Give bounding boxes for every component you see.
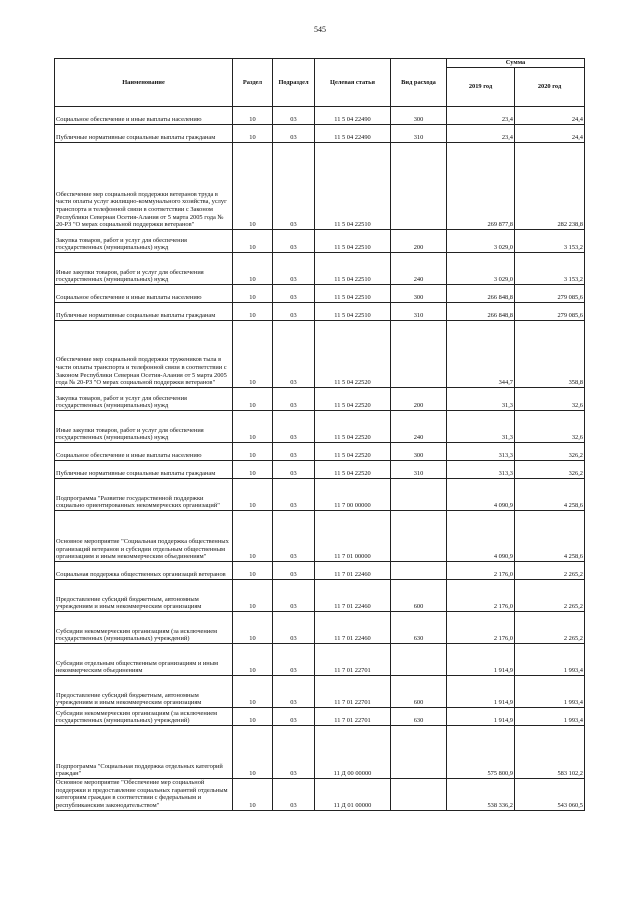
table-body (55, 107, 585, 811)
row-name: Субсидии некоммерческим организациям (за исключением государственных (муниципальных) учреждений) (55, 708, 233, 726)
row-target-item: 11 5 04 22520 (315, 321, 391, 388)
row-subsection: 03 (273, 388, 315, 411)
row-amount-2020: 583 102,2 (515, 726, 585, 779)
row-name: Публичные нормативные социальные выплаты гражданам (55, 461, 233, 479)
row-target-item: 11 7 01 22701 (315, 708, 391, 726)
row-section: 10 (233, 676, 273, 708)
row-amount-2020: 4 258,6 (515, 511, 585, 562)
row-subsection: 03 (273, 443, 315, 461)
row-name: Субсидии отдельным общественным организациям и иным некоммерческим объединениям (55, 644, 233, 676)
row-amount-2020: 1 993,4 (515, 708, 585, 726)
row-amount-2020: 3 153,2 (515, 253, 585, 285)
row-amount-2020: 3 153,2 (515, 230, 585, 253)
row-amount-2019: 1 914,9 (447, 644, 515, 676)
budget-table (54, 58, 585, 811)
row-name: Подпрограмма "Развитие государственной поддержки социально ориентированных некоммерческих организаций" (55, 479, 233, 511)
header-expense-type: Вид расхода (391, 59, 447, 107)
row-amount-2019: 266 848,8 (447, 303, 515, 321)
row-target-item: 11 5 04 22510 (315, 230, 391, 253)
row-amount-2019: 269 877,8 (447, 143, 515, 230)
row-section: 10 (233, 230, 273, 253)
row-subsection: 03 (273, 612, 315, 644)
row-section: 10 (233, 253, 273, 285)
table-row (55, 388, 585, 411)
row-amount-2020: 2 265,2 (515, 580, 585, 612)
row-expense-type: 630 (391, 612, 447, 644)
row-subsection: 03 (273, 411, 315, 443)
row-section: 10 (233, 461, 273, 479)
row-subsection: 03 (273, 644, 315, 676)
row-section: 10 (233, 321, 273, 388)
row-name: Закупка товаров, работ и услуг для обеспечения государственных (муниципальных) нужд (55, 388, 233, 411)
row-subsection: 03 (273, 726, 315, 779)
row-amount-2019: 313,3 (447, 461, 515, 479)
row-section: 10 (233, 479, 273, 511)
row-target-item: 11 5 04 22510 (315, 285, 391, 303)
row-amount-2019: 4 090,9 (447, 479, 515, 511)
row-subsection: 03 (273, 107, 315, 125)
table-row (55, 321, 585, 388)
row-target-item: 11 5 04 22520 (315, 461, 391, 479)
row-target-item: 11 5 04 22520 (315, 388, 391, 411)
header-subsection: Подраздел (273, 59, 315, 107)
row-amount-2019: 23,4 (447, 125, 515, 143)
row-expense-type: 240 (391, 253, 447, 285)
row-name: Социальное обеспечение и иные выплаты населению (55, 285, 233, 303)
row-amount-2019: 344,7 (447, 321, 515, 388)
row-expense-type: 630 (391, 708, 447, 726)
row-name: Основное мероприятие "Социальная поддержка общественных организаций ветеранов и субсидии отдельным общественным организациям и иным некоммерческим объединениям" (55, 511, 233, 562)
row-target-item: 11 Д 01 00000 (315, 779, 391, 811)
table-row (55, 230, 585, 253)
row-amount-2020: 326,2 (515, 443, 585, 461)
row-section: 10 (233, 303, 273, 321)
row-section: 10 (233, 726, 273, 779)
table-row (55, 644, 585, 676)
row-amount-2020: 279 085,6 (515, 303, 585, 321)
row-amount-2020: 32,6 (515, 411, 585, 443)
row-amount-2020: 2 265,2 (515, 562, 585, 580)
row-name: Социальное обеспечение и иные выплаты населению (55, 443, 233, 461)
row-name: Предоставление субсидий бюджетным, автономным учреждениям и иным некоммерческим организациям (55, 676, 233, 708)
row-target-item: 11 5 04 22510 (315, 303, 391, 321)
row-expense-type (391, 779, 447, 811)
row-section: 10 (233, 779, 273, 811)
row-subsection: 03 (273, 461, 315, 479)
row-subsection: 03 (273, 562, 315, 580)
row-expense-type (391, 644, 447, 676)
table-row (55, 726, 585, 779)
row-expense-type (391, 726, 447, 779)
row-amount-2020: 543 060,5 (515, 779, 585, 811)
row-amount-2019: 23,4 (447, 107, 515, 125)
row-subsection: 03 (273, 779, 315, 811)
row-section: 10 (233, 443, 273, 461)
row-amount-2020: 4 258,6 (515, 479, 585, 511)
row-subsection: 03 (273, 303, 315, 321)
row-expense-type: 300 (391, 285, 447, 303)
row-amount-2019: 3 029,0 (447, 253, 515, 285)
row-expense-type: 200 (391, 230, 447, 253)
table-row (55, 562, 585, 580)
row-name: Субсидии некоммерческим организациям (за исключением государственных (муниципальных) учреждений) (55, 612, 233, 644)
row-section: 10 (233, 143, 273, 230)
header-section: Раздел (233, 59, 273, 107)
table-row (55, 253, 585, 285)
row-section: 10 (233, 125, 273, 143)
table-row (55, 411, 585, 443)
page-number: 545 (314, 25, 326, 34)
row-target-item: 11 7 01 22701 (315, 644, 391, 676)
table-row (55, 676, 585, 708)
row-section: 10 (233, 107, 273, 125)
row-target-item: 11 5 04 22510 (315, 143, 391, 230)
row-name: Обеспечение мер социальной поддержки тружеников тыла в части оплаты транспорта и телефонной связи в соответствии с Законом Республики Северная Осетия-Алания от 5 марта 2005 года № 20-РЗ "О мерах социальной поддержки ветеранов" (55, 321, 233, 388)
row-amount-2020: 1 993,4 (515, 676, 585, 708)
row-section: 10 (233, 708, 273, 726)
row-expense-type: 200 (391, 388, 447, 411)
row-amount-2019: 2 176,0 (447, 580, 515, 612)
row-subsection: 03 (273, 285, 315, 303)
row-name: Предоставление субсидий бюджетным, автономным учреждениям и иным некоммерческим организациям (55, 580, 233, 612)
row-name: Закупка товаров, работ и услуг для обеспечения государственных (муниципальных) нужд (55, 230, 233, 253)
row-expense-type: 600 (391, 580, 447, 612)
table-row (55, 143, 585, 230)
header-year-2019: 2019 год (447, 68, 515, 107)
row-amount-2019: 2 176,0 (447, 612, 515, 644)
row-name: Иные закупки товаров, работ и услуг для обеспечения государственных (муниципальных) нужд (55, 253, 233, 285)
row-expense-type: 310 (391, 303, 447, 321)
row-name: Подпрограмма "Социальная поддержка отдельных категорий граждан" (55, 726, 233, 779)
row-target-item: 11 7 01 22701 (315, 676, 391, 708)
row-name: Иные закупки товаров, работ и услуг для обеспечения государственных (муниципальных) нужд (55, 411, 233, 443)
row-amount-2019: 1 914,9 (447, 708, 515, 726)
row-target-item: 11 5 04 22490 (315, 125, 391, 143)
row-amount-2020: 24,4 (515, 107, 585, 125)
table-row (55, 779, 585, 811)
row-subsection: 03 (273, 580, 315, 612)
row-subsection: 03 (273, 230, 315, 253)
row-expense-type (391, 321, 447, 388)
row-target-item: 11 5 04 22510 (315, 253, 391, 285)
row-amount-2020: 32,6 (515, 388, 585, 411)
row-section: 10 (233, 612, 273, 644)
row-amount-2019: 2 176,0 (447, 562, 515, 580)
row-section: 10 (233, 511, 273, 562)
row-target-item: 11 Д 00 00000 (315, 726, 391, 779)
row-subsection: 03 (273, 511, 315, 562)
table-row (55, 107, 585, 125)
row-amount-2020: 326,2 (515, 461, 585, 479)
row-subsection: 03 (273, 143, 315, 230)
table-row (55, 285, 585, 303)
table-row (55, 303, 585, 321)
row-expense-type: 240 (391, 411, 447, 443)
row-section: 10 (233, 644, 273, 676)
row-section: 10 (233, 285, 273, 303)
row-subsection: 03 (273, 479, 315, 511)
row-expense-type (391, 479, 447, 511)
row-name: Публичные нормативные социальные выплаты гражданам (55, 303, 233, 321)
header-year-2020: 2020 год (515, 68, 585, 107)
table-row (55, 125, 585, 143)
row-section: 10 (233, 562, 273, 580)
row-expense-type (391, 511, 447, 562)
row-expense-type (391, 562, 447, 580)
row-amount-2020: 1 993,4 (515, 644, 585, 676)
row-amount-2020: 358,8 (515, 321, 585, 388)
row-amount-2020: 24,4 (515, 125, 585, 143)
row-subsection: 03 (273, 321, 315, 388)
row-amount-2019: 4 090,9 (447, 511, 515, 562)
row-amount-2019: 538 336,2 (447, 779, 515, 811)
row-amount-2019: 3 029,0 (447, 230, 515, 253)
table-row (55, 708, 585, 726)
row-expense-type: 300 (391, 443, 447, 461)
row-name: Основное мероприятие "Обеспечение мер социальной поддержки и предоставление социальных гарантий отдельным категориям граждан в соответствии с федеральным и республиканским законодательством" (55, 779, 233, 811)
row-target-item: 11 5 04 22520 (315, 443, 391, 461)
row-subsection: 03 (273, 708, 315, 726)
row-name: Обеспечение мер социальной поддержки ветеранов труда в части оплаты услуг жилищно-коммунального хозяйства, услуг транспорта и телефонной связи в соответствии с Законом Республики Северная Осетия-Алания от 5 марта 2005 года № 20-РЗ "О мерах социальной поддержки ветеранов" (55, 143, 233, 230)
row-expense-type: 310 (391, 461, 447, 479)
header-sum: Сумма (447, 59, 585, 68)
row-subsection: 03 (273, 125, 315, 143)
row-subsection: 03 (273, 253, 315, 285)
row-expense-type: 310 (391, 125, 447, 143)
row-section: 10 (233, 411, 273, 443)
row-subsection: 03 (273, 676, 315, 708)
row-expense-type (391, 143, 447, 230)
row-name: Социальная поддержка общественных организаций ветеранов (55, 562, 233, 580)
row-expense-type: 300 (391, 107, 447, 125)
row-name: Социальное обеспечение и иные выплаты населению (55, 107, 233, 125)
row-amount-2019: 31,3 (447, 411, 515, 443)
row-amount-2019: 31,3 (447, 388, 515, 411)
table-row (55, 479, 585, 511)
row-name: Публичные нормативные социальные выплаты гражданам (55, 125, 233, 143)
table-row (55, 612, 585, 644)
row-target-item: 11 5 04 22520 (315, 411, 391, 443)
row-target-item: 11 7 01 22460 (315, 580, 391, 612)
table-row (55, 580, 585, 612)
row-amount-2019: 313,3 (447, 443, 515, 461)
row-amount-2019: 1 914,9 (447, 676, 515, 708)
row-amount-2020: 279 085,6 (515, 285, 585, 303)
row-amount-2019: 266 848,8 (447, 285, 515, 303)
row-section: 10 (233, 580, 273, 612)
row-amount-2019: 575 800,9 (447, 726, 515, 779)
header-target-item: Целевая статья (315, 59, 391, 107)
table-row (55, 443, 585, 461)
row-target-item: 11 7 01 22460 (315, 562, 391, 580)
header-name: Наименование (55, 59, 233, 107)
row-amount-2020: 282 238,8 (515, 143, 585, 230)
table-row (55, 511, 585, 562)
row-target-item: 11 7 01 22460 (315, 612, 391, 644)
row-target-item: 11 7 00 00000 (315, 479, 391, 511)
row-amount-2020: 2 265,2 (515, 612, 585, 644)
row-target-item: 11 7 01 00000 (315, 511, 391, 562)
row-expense-type: 600 (391, 676, 447, 708)
row-section: 10 (233, 388, 273, 411)
table-row (55, 461, 585, 479)
row-target-item: 11 5 04 22490 (315, 107, 391, 125)
